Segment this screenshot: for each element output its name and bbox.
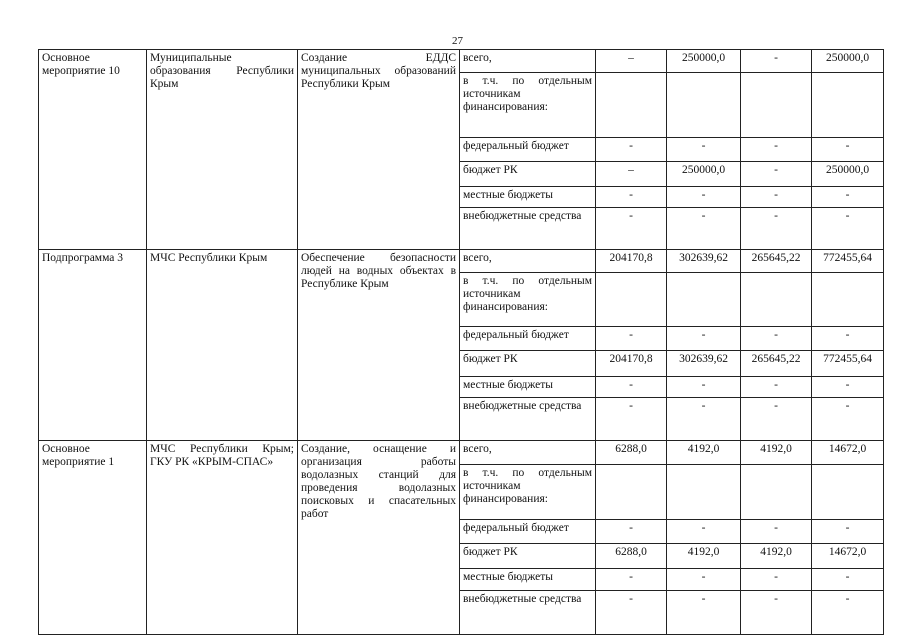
amount-cell: 14672,0 [812, 544, 884, 569]
amount-cell [596, 273, 667, 327]
amount-cell: - [812, 591, 884, 635]
amount-cell [812, 273, 884, 327]
amount-cell: - [596, 327, 667, 351]
amount-cell: - [741, 208, 812, 250]
amount-cell: 250000,0 [812, 162, 884, 187]
amount-cell: - [667, 377, 741, 398]
amount-cell: 204170,8 [596, 351, 667, 377]
program-name-cell: Основное мероприятие 1 [39, 441, 147, 635]
amount-cell: - [812, 208, 884, 250]
amount-cell: 6288,0 [596, 441, 667, 465]
funding-source-cell: местные бюджеты [460, 187, 596, 208]
amount-cell: - [812, 398, 884, 441]
amount-cell: 14672,0 [812, 441, 884, 465]
amount-cell: - [812, 520, 884, 544]
amount-cell: 250000,0 [667, 50, 741, 73]
measure-title-cell: Обеспечение безопасности людей на водных объектах в Республике Крым [298, 250, 460, 441]
funding-source-cell: всего, [460, 441, 596, 465]
table-row [39, 50, 884, 73]
funding-source-cell: внебюджетные средства [460, 208, 596, 250]
amount-cell [667, 73, 741, 138]
funding-source-cell: федеральный бюджет [460, 520, 596, 544]
amount-cell: - [596, 208, 667, 250]
funding-source-cell: федеральный бюджет [460, 138, 596, 162]
amount-cell: - [667, 398, 741, 441]
amount-cell: - [812, 187, 884, 208]
funding-source-cell: в т.ч. по отдельным источникам финансирования: [460, 273, 596, 327]
amount-cell: - [596, 398, 667, 441]
amount-cell: - [596, 520, 667, 544]
funding-source-cell: внебюджетные средства [460, 591, 596, 635]
amount-cell: 772455,64 [812, 250, 884, 273]
funding-source-cell: всего, [460, 250, 596, 273]
amount-cell: - [812, 138, 884, 162]
funding-source-cell: федеральный бюджет [460, 327, 596, 351]
page-number: 27 [452, 35, 463, 47]
table-row [39, 250, 884, 273]
amount-cell [741, 273, 812, 327]
amount-cell: - [741, 398, 812, 441]
amount-cell [812, 73, 884, 138]
program-name-cell: Основное мероприятие 10 [39, 50, 147, 250]
funding-source-cell: местные бюджеты [460, 377, 596, 398]
amount-cell: 204170,8 [596, 250, 667, 273]
amount-cell: 6288,0 [596, 544, 667, 569]
amount-cell [596, 73, 667, 138]
funding-source-cell: всего, [460, 50, 596, 73]
amount-cell [667, 273, 741, 327]
amount-cell: - [741, 187, 812, 208]
funding-source-cell: в т.ч. по отдельным источникам финансирования: [460, 73, 596, 138]
amount-cell: 302639,62 [667, 250, 741, 273]
funding-source-cell: местные бюджеты [460, 569, 596, 591]
amount-cell: - [667, 138, 741, 162]
amount-cell: - [812, 377, 884, 398]
measure-title-cell: Создание, оснащение и организация работы водолазных станций для проведения водолазных поисковых и спасательных работ [298, 441, 460, 635]
amount-cell: - [596, 138, 667, 162]
amount-cell [812, 465, 884, 520]
amount-cell: - [667, 208, 741, 250]
amount-cell: – [596, 50, 667, 73]
amount-cell: - [667, 327, 741, 351]
program-name-cell: Подпрограмма 3 [39, 250, 147, 441]
amount-cell: 4192,0 [667, 441, 741, 465]
table-row [39, 441, 884, 465]
amount-cell: - [741, 162, 812, 187]
amount-cell: - [667, 569, 741, 591]
amount-cell: 4192,0 [741, 441, 812, 465]
amount-cell: 265645,22 [741, 250, 812, 273]
amount-cell: - [741, 327, 812, 351]
amount-cell [667, 465, 741, 520]
amount-cell [596, 465, 667, 520]
amount-cell: - [741, 591, 812, 635]
amount-cell: - [741, 569, 812, 591]
amount-cell: - [741, 377, 812, 398]
amount-cell: - [596, 569, 667, 591]
funding-source-cell: бюджет РК [460, 544, 596, 569]
funding-source-cell: бюджет РК [460, 351, 596, 377]
amount-cell: - [667, 591, 741, 635]
amount-cell: - [741, 520, 812, 544]
funding-source-cell: бюджет РК [460, 162, 596, 187]
amount-cell: 772455,64 [812, 351, 884, 377]
amount-cell: - [667, 187, 741, 208]
funding-table [38, 49, 884, 635]
amount-cell: 250000,0 [667, 162, 741, 187]
amount-cell: - [741, 138, 812, 162]
amount-cell: - [596, 377, 667, 398]
amount-cell: - [667, 520, 741, 544]
amount-cell: 4192,0 [741, 544, 812, 569]
amount-cell: 4192,0 [667, 544, 741, 569]
measure-title-cell: Создание ЕДДС муниципальных образований Республики Крым [298, 50, 460, 250]
amount-cell: - [741, 50, 812, 73]
amount-cell: 302639,62 [667, 351, 741, 377]
funding-source-cell: в т.ч. по отдельным источникам финансирования: [460, 465, 596, 520]
funding-source-cell: внебюджетные средства [460, 398, 596, 441]
amount-cell: 250000,0 [812, 50, 884, 73]
amount-cell: - [812, 327, 884, 351]
amount-cell: 265645,22 [741, 351, 812, 377]
amount-cell [741, 73, 812, 138]
amount-cell [741, 465, 812, 520]
amount-cell: - [596, 187, 667, 208]
amount-cell: – [596, 162, 667, 187]
executor-cell: Муниципальные образования Республики Крым [147, 50, 298, 250]
amount-cell: - [596, 591, 667, 635]
executor-cell: МЧС Республики Крым [147, 250, 298, 441]
executor-cell: МЧС Республики Крым; ГКУ РК «КРЫМ-СПАС» [147, 441, 298, 635]
amount-cell: - [812, 569, 884, 591]
